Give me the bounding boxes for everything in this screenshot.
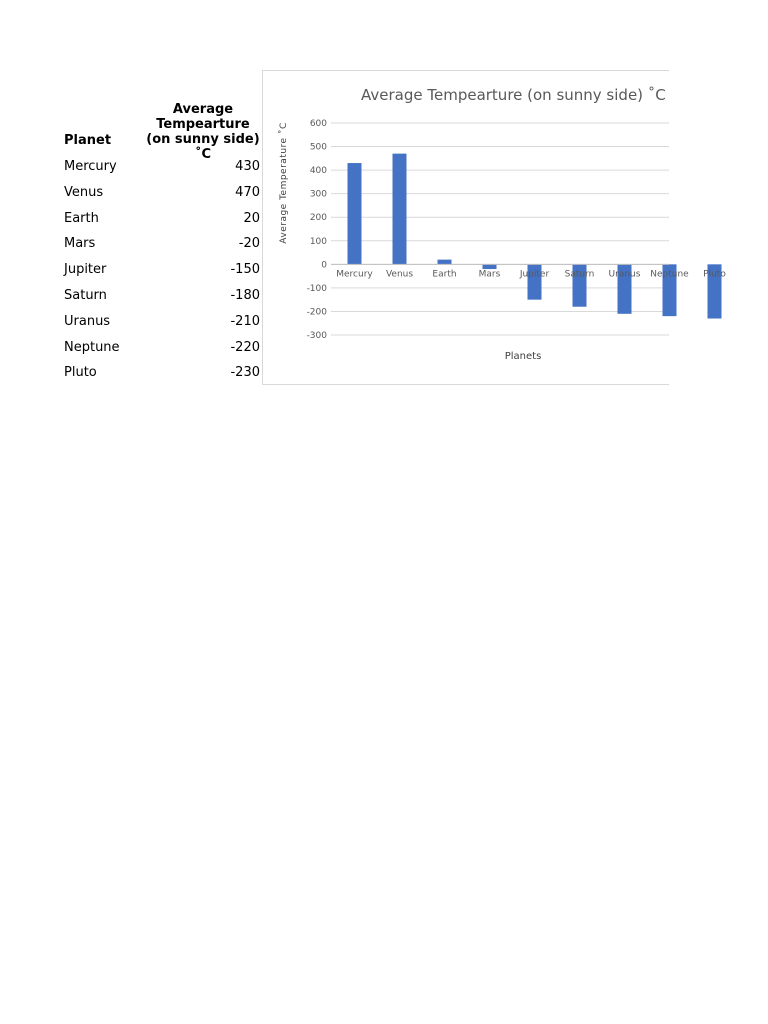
- planet-temperature: -210: [230, 313, 260, 329]
- table-row: [64, 236, 260, 256]
- x-tick-label: Uranus: [608, 269, 641, 280]
- chart-title: Average Tempearture (on sunny side) ˚C: [361, 86, 666, 104]
- y-tick-label: 600: [309, 119, 327, 129]
- y-tick-label: -300: [306, 331, 327, 341]
- planet-name: Pluto: [64, 365, 97, 381]
- x-tick-label: Venus: [385, 269, 414, 280]
- bar-mercury: [348, 163, 362, 264]
- planet-temperature: 430: [235, 159, 260, 174]
- planet-name: Saturn: [64, 288, 107, 303]
- table-row: [64, 340, 260, 360]
- y-tick-label: 100: [309, 236, 327, 247]
- table-row: [64, 314, 260, 334]
- planet-temperature: 470: [235, 184, 260, 200]
- planet-name: Venus: [64, 184, 104, 200]
- chart-panel[interactable]: [262, 70, 726, 385]
- planet-temperature: -180: [230, 288, 260, 303]
- planet-name: Neptune: [64, 339, 120, 355]
- planet-temperature: -20: [238, 236, 260, 252]
- x-tick-label: Saturn: [564, 269, 595, 280]
- table-row: [64, 211, 260, 231]
- table-row: [64, 262, 260, 282]
- planet-name: Earth: [64, 210, 99, 226]
- table-row: [64, 288, 260, 308]
- y-tick-label: 0: [321, 260, 327, 271]
- y-tick-label: 300: [309, 189, 327, 200]
- planet-temperature: 20: [243, 210, 260, 226]
- planet-name: Uranus: [64, 313, 111, 329]
- x-axis-label: Planets: [504, 351, 542, 362]
- y-tick-label: 200: [309, 213, 327, 224]
- y-tick-label: 500: [309, 142, 327, 153]
- y-tick-label: -100: [306, 283, 327, 294]
- table-row: [64, 159, 260, 179]
- y-tick-label: 400: [309, 166, 327, 177]
- x-tick-label: Mercury: [336, 269, 373, 280]
- x-tick-label: Mars: [478, 269, 501, 280]
- planet-name: Mercury: [64, 159, 117, 174]
- y-axis-label: Average Temperature ˚C: [279, 122, 289, 244]
- bar-mars: [483, 264, 497, 269]
- planet-temperature: -230: [230, 365, 260, 381]
- bar-earth: [438, 260, 452, 265]
- chart-svg: [263, 71, 726, 384]
- x-tick-label: Pluto: [703, 269, 726, 280]
- x-tick-label: Neptune: [650, 269, 689, 280]
- planet-temperature: -150: [230, 262, 260, 278]
- planet-name: Mars: [64, 236, 96, 252]
- x-tick-label: Earth: [432, 269, 457, 280]
- planet-temperature: -220: [230, 339, 260, 355]
- x-tick-label: Jupiter: [519, 269, 550, 280]
- y-tick-label: -200: [306, 307, 327, 318]
- bar-venus: [393, 154, 407, 265]
- header-temperature: Average Tempearture (on sunny side) ˚C: [146, 102, 260, 162]
- header-planet: Planet: [64, 133, 112, 148]
- table-row: [64, 365, 260, 385]
- table-row: [64, 185, 260, 205]
- planet-name: Jupiter: [64, 262, 107, 278]
